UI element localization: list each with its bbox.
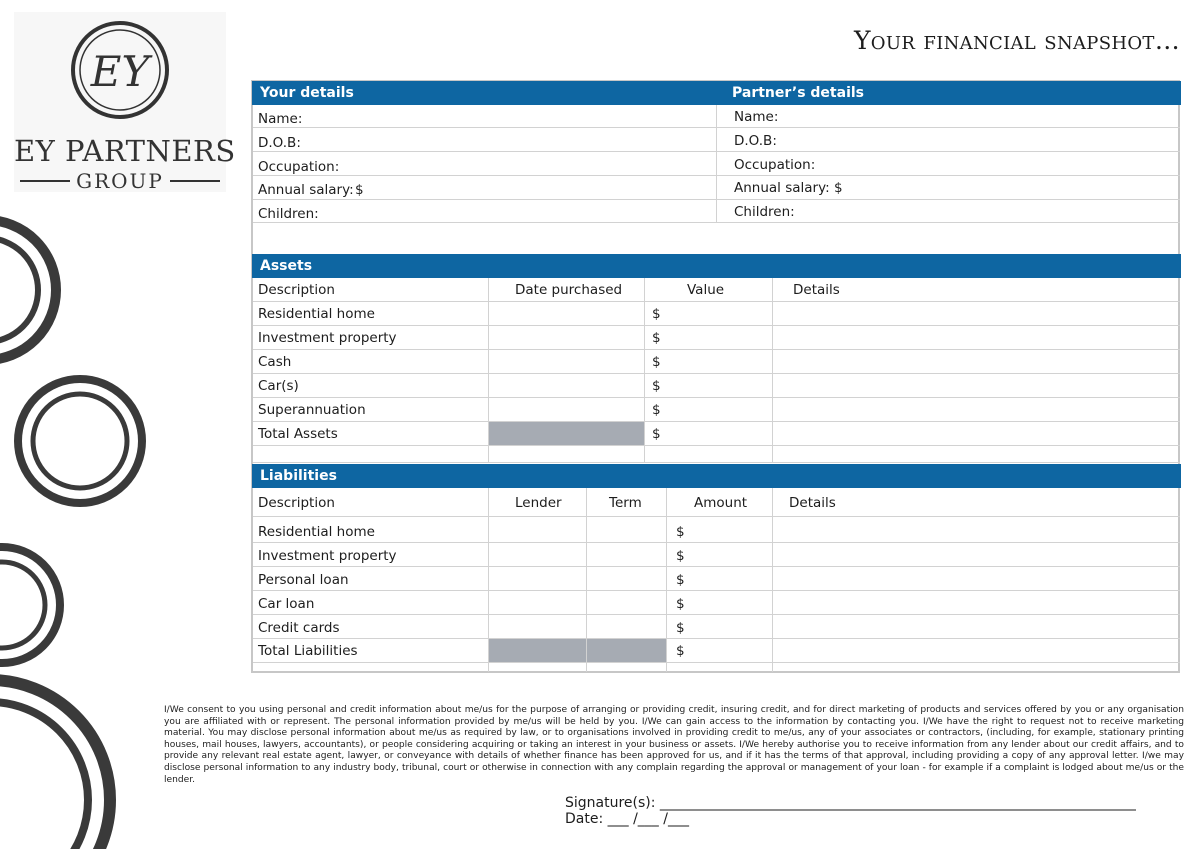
- assets-col-details: Details: [793, 282, 840, 298]
- monogram-emblem: [14, 12, 226, 132]
- partner-occupation-label: Occupation:: [734, 157, 816, 173]
- liability-row-credit-cards: Credit cards: [258, 620, 340, 636]
- your-salary-label: Annual salary:: [258, 182, 354, 198]
- your-dob-label: D.O.B:: [258, 135, 301, 151]
- liabilities-row-line: [253, 542, 1180, 543]
- your-occupation-label: Occupation:: [258, 159, 340, 175]
- liability-amount-currency: $: [676, 620, 685, 636]
- liabilities-header-bar: [252, 464, 1181, 488]
- page-title: Your financial snapshot…: [854, 26, 1180, 55]
- liability-amount-currency: $: [676, 596, 685, 612]
- logo-name: EY PARTNERS: [14, 134, 236, 168]
- asset-value-currency: $: [652, 306, 661, 322]
- logo-rule-right: [170, 180, 220, 182]
- details-row-line: [253, 222, 1180, 223]
- partner-salary-label: Annual salary:: [734, 180, 830, 196]
- your-children-label: Children:: [258, 206, 319, 222]
- your-details-heading: Your details: [260, 85, 354, 101]
- asset-row-total-assets: Total Assets: [258, 426, 338, 442]
- assets-header-bar: [252, 254, 1181, 278]
- assets-row-line: [253, 349, 1180, 350]
- assets-row-line: [253, 397, 1180, 398]
- liabilities-row-line: [253, 566, 1180, 567]
- liabilities-row-line: [253, 516, 1180, 517]
- liability-amount-currency: $: [676, 548, 685, 564]
- liability-row-car-loan: Car loan: [258, 596, 315, 612]
- assets-row-line: [253, 373, 1180, 374]
- asset-value-currency: $: [652, 330, 661, 346]
- your-salary-currency: $: [355, 182, 364, 198]
- assets-col-value: Value: [687, 282, 725, 298]
- logo-group-row: [14, 169, 226, 193]
- assets-col-line: [644, 278, 645, 462]
- liability-row-personal-loan: Personal loan: [258, 572, 349, 588]
- total-assets-shaded-cell: [489, 422, 644, 445]
- asset-value-currency: $: [652, 378, 661, 394]
- details-divider: [716, 105, 717, 222]
- asset-row-superannuation: Superannuation: [258, 402, 366, 418]
- liabilities-col-line: [488, 488, 489, 672]
- liabilities-col-description: Description: [258, 495, 335, 511]
- assets-col-date-purchased: Date purchased: [515, 282, 623, 298]
- partner-details-heading: Partner’s details: [732, 85, 864, 101]
- asset-value-currency: $: [652, 354, 661, 370]
- asset-row-cash: Cash: [258, 354, 292, 370]
- partner-dob-label: D.O.B:: [734, 133, 777, 149]
- liabilities-col-details: Details: [789, 495, 836, 511]
- liabilities-row-line: [253, 662, 1180, 663]
- asset-row-residential-home: Residential home: [258, 306, 375, 322]
- liability-row-residential-home: Residential home: [258, 524, 375, 540]
- assets-row-line: [253, 421, 1180, 422]
- asset-value-currency: $: [652, 426, 661, 442]
- liabilities-col-line: [666, 488, 667, 672]
- liability-amount-currency: $: [676, 572, 685, 588]
- liabilities-row-line: [253, 638, 1180, 639]
- liability-row-total-liabilities: Total Liabilities: [258, 643, 358, 659]
- assets-row-line: [253, 445, 1180, 446]
- liability-amount-currency: $: [676, 524, 685, 540]
- assets-row-line: [253, 325, 1180, 326]
- partner-salary-currency: $: [834, 180, 843, 196]
- liabilities-col-line: [586, 488, 587, 672]
- details-header-bar: [252, 81, 1181, 105]
- your-name-label: Name:: [258, 111, 303, 127]
- assets-row-line: [253, 301, 1180, 302]
- asset-row-cars: Car(s): [258, 378, 299, 394]
- signature-line: Signature(s): ____________________________________________________________________: [565, 795, 1136, 811]
- liabilities-heading: Liabilities: [260, 468, 337, 484]
- liabilities-col-line: [772, 488, 773, 672]
- liabilities-row-line: [253, 614, 1180, 615]
- liability-row-investment-property: Investment property: [258, 548, 397, 564]
- liability-amount-currency: $: [676, 643, 685, 659]
- assets-col-line: [772, 278, 773, 462]
- asset-row-investment-property: Investment property: [258, 330, 397, 346]
- asset-value-currency: $: [652, 402, 661, 418]
- logo-group: GROUP: [76, 169, 164, 193]
- liabilities-col-lender: Lender: [515, 495, 562, 511]
- assets-col-description: Description: [258, 282, 335, 298]
- assets-col-line: [488, 278, 489, 462]
- liabilities-col-term: Term: [609, 495, 642, 511]
- logo-monogram: EY: [90, 47, 150, 96]
- liabilities-col-amount: Amount: [694, 495, 748, 511]
- total-liabilities-shaded-cell: [489, 639, 666, 662]
- assets-heading: Assets: [260, 258, 313, 274]
- date-line: Date: ___ /___ /___: [565, 811, 689, 827]
- logo-rule-left: [20, 180, 70, 182]
- partner-children-label: Children:: [734, 204, 795, 220]
- consent-text: I/We consent to you using personal and credit information about me/us for the purpose of arranging or providing credit, insuring credit, and for direct marketing of products and services offered by you or any organisation you are affiliated with or represent. The personal information provided by me/us will be held by you. I/We can gain access to the information by contacting you. I/We have the right to request not to receive marketing material. You may disclose personal information about me/us as required by law, or to organisations involved in providing credit to me/us, any of your associates or contractors, (including, for example, stationary printing houses, mail houses, lawyers, accountants), or people considering acquiring or taking an interest in your business or assets. I/We hereby authorise you to receive information from any lender about our credit affairs, and to provide any relevant real estate agent, lawyer, or conveyance with details of whether finance has been approved for us, and if it has the terms of that approval, including providing a copy of any approval letter. I/we may disclose personal information to any industry body, tribunal, court or otherwise in connection with any complain regarding the approval or management of your loan - for example if a complaint is lodged about me/us or the lender.: [164, 705, 1184, 785]
- assets-row-line: [253, 462, 1180, 463]
- logo: [14, 12, 236, 193]
- partner-name-label: Name:: [734, 109, 779, 125]
- liabilities-row-line: [253, 590, 1180, 591]
